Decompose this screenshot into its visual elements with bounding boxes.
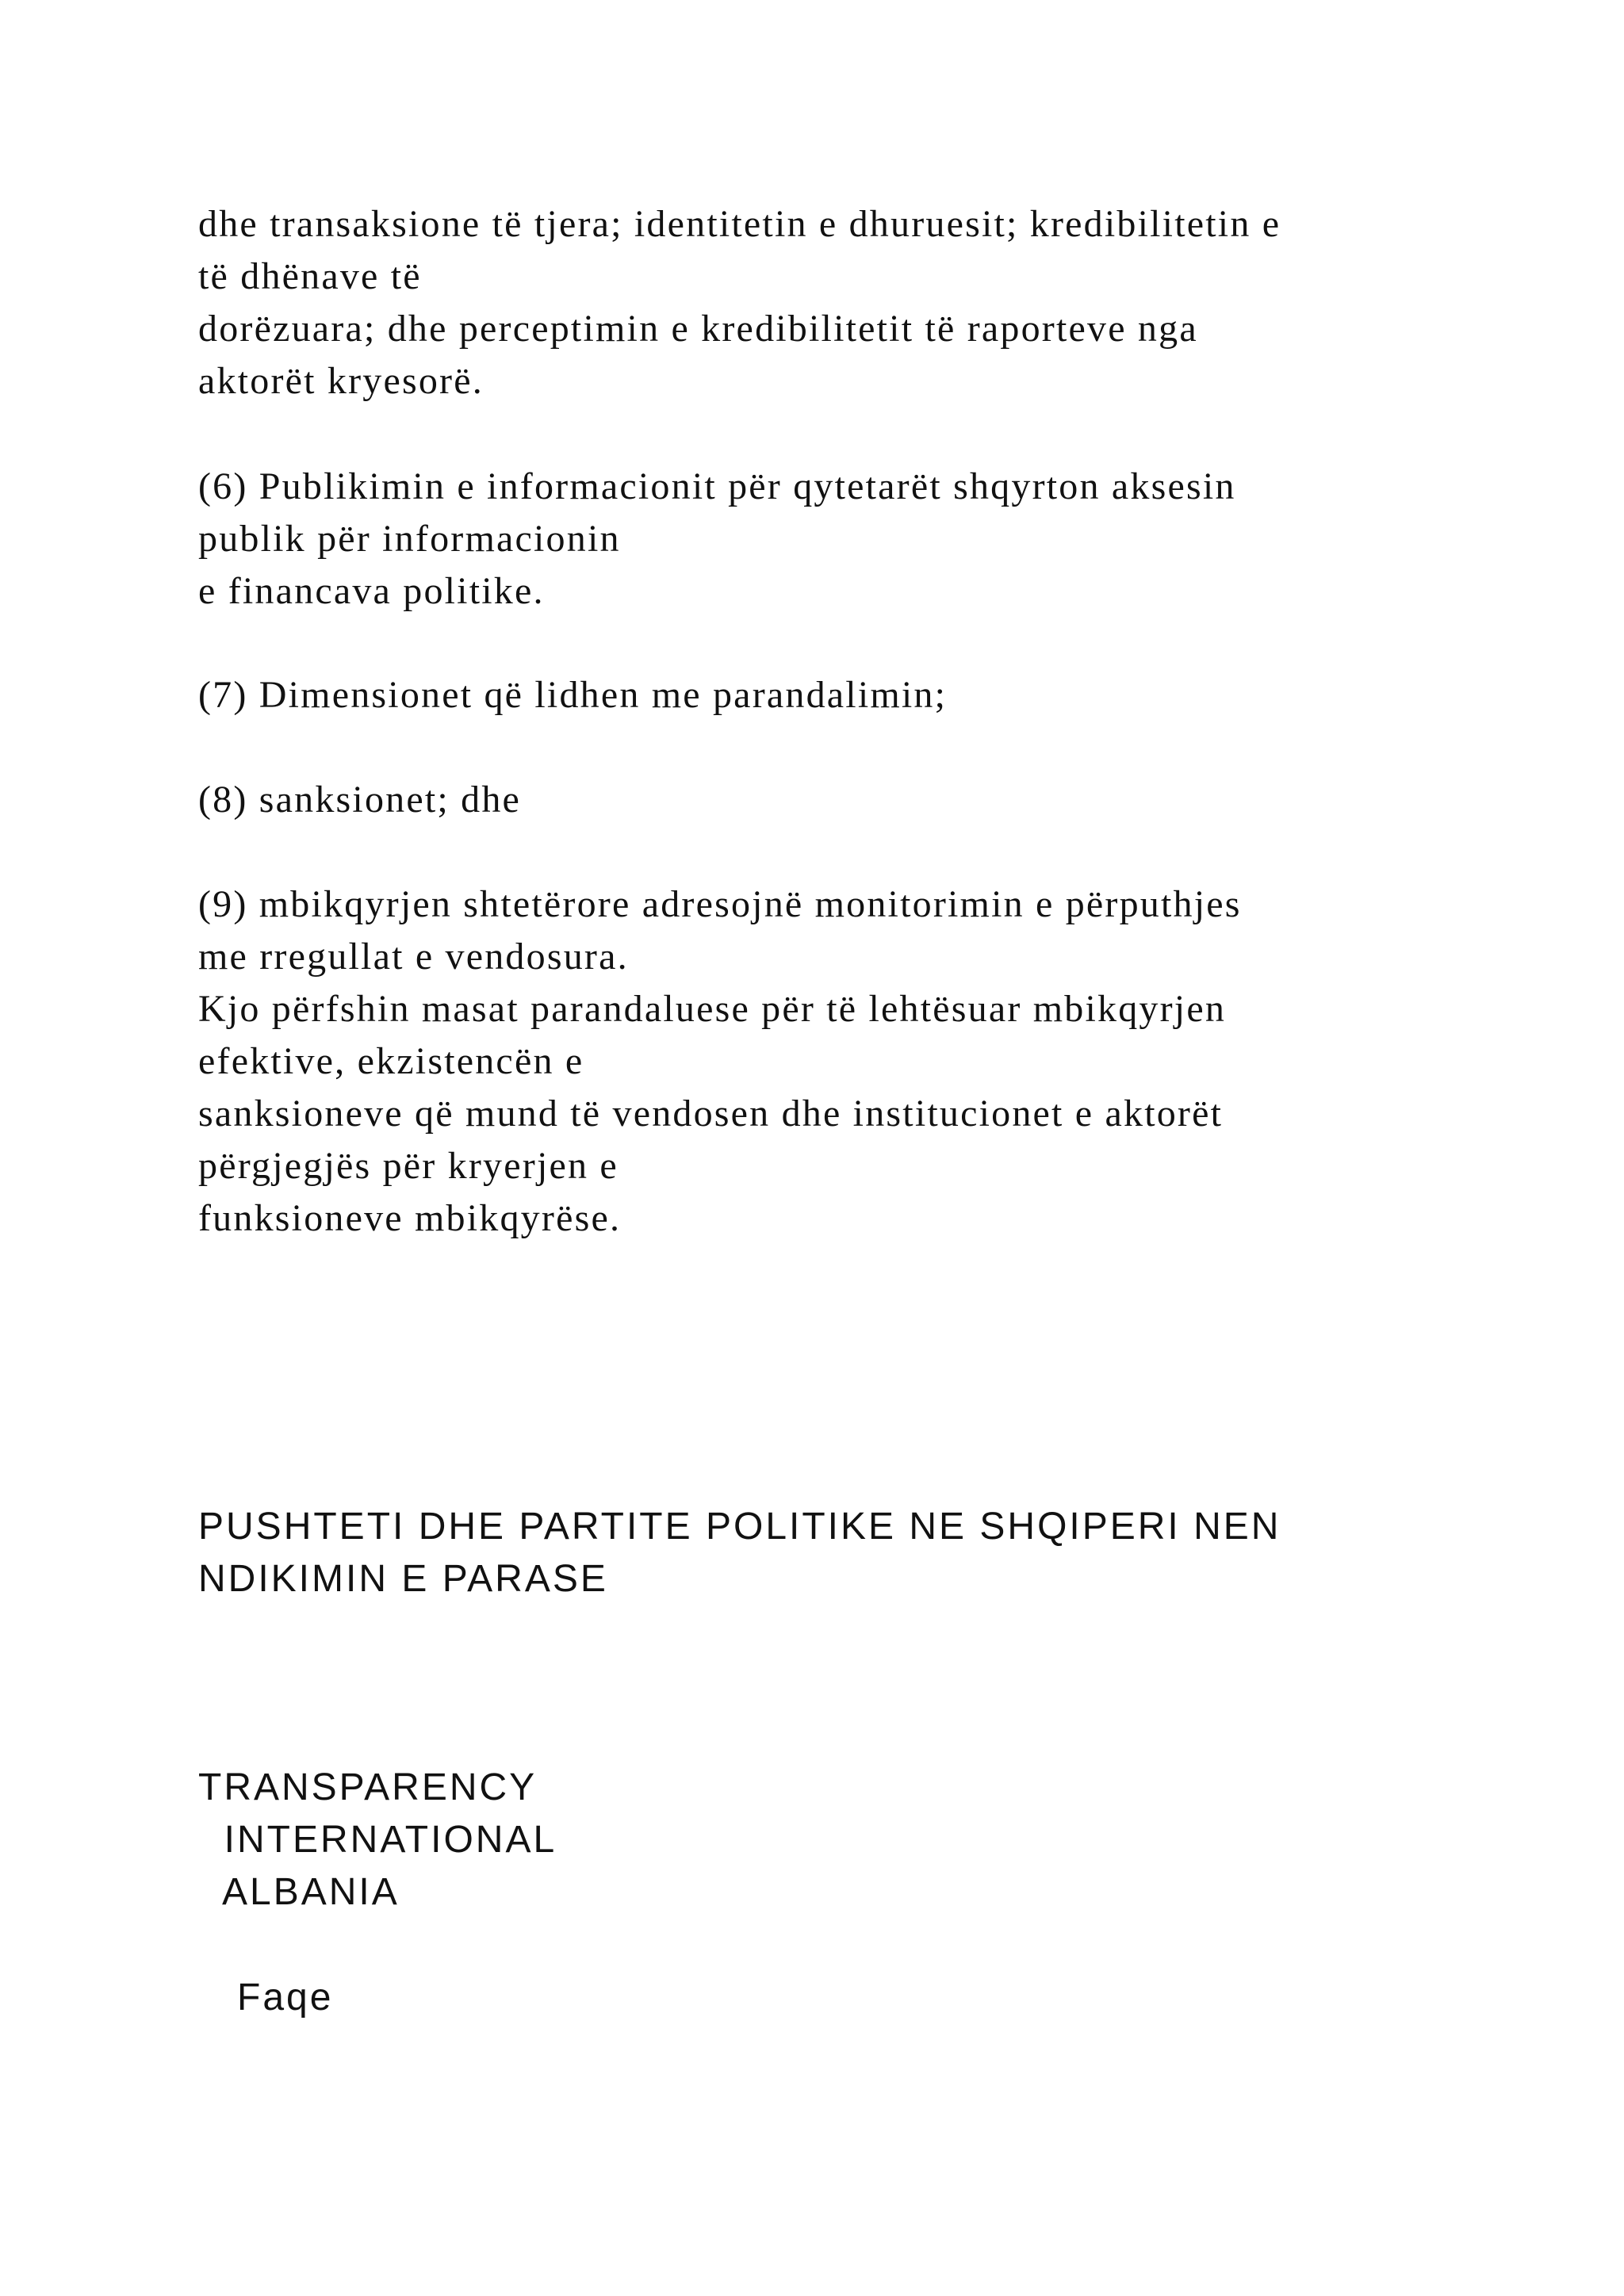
organization-line-2: INTERNATIONAL bbox=[198, 1819, 557, 1861]
running-title-line-1: PUSHTETI DHE PARTITE POLITIKE NE SHQIPERI NEN bbox=[198, 1506, 1281, 1548]
running-title-line-2: NDIKIMIN E PARASE bbox=[198, 1558, 608, 1600]
paragraph-1-line-1: dhe transaksione të tjera; identitetin e dhuruesit; kredibilitetin e bbox=[198, 203, 1281, 245]
paragraph-2-line-2: publik për informacionin bbox=[198, 518, 621, 560]
paragraph-5-line-7: funksioneve mbikqyrëse. bbox=[198, 1197, 622, 1239]
paragraph-5-line-3: Kjo përfshin masat parandaluese për të lehtësuar mbikqyrjen bbox=[198, 988, 1227, 1030]
paragraph-3-line-1: (7) Dimensionet që lidhen me parandalimin; bbox=[198, 674, 948, 716]
paragraph-5-line-1: (9) mbikqyrjen shtetërore adresojnë monitorimin e përputhjes bbox=[198, 883, 1242, 925]
paragraph-5-line-4: efektive, ekzistencën e bbox=[198, 1040, 584, 1082]
paragraph-4-line-1: (8) sanksionet; dhe bbox=[198, 779, 522, 821]
paragraph-2-line-1: (6) Publikimin e informacionit për qytetarët shqyrton aksesin bbox=[198, 465, 1236, 507]
paragraph-5-line-6: përgjegjës për kryerjen e bbox=[198, 1145, 619, 1187]
paragraph-1-line-3: dorëzuara; dhe perceptimin e kredibilitetit të raporteve nga bbox=[198, 308, 1198, 350]
paragraph-2-line-3: e financava politike. bbox=[198, 570, 545, 612]
paragraph-1-line-2: të dhënave të bbox=[198, 255, 422, 297]
organization-line-1: TRANSPARENCY bbox=[198, 1766, 538, 1808]
paragraph-5-line-5: sanksioneve që mund të vendosen dhe institucionet e aktorët bbox=[198, 1093, 1224, 1135]
page-label: Faqe bbox=[198, 1976, 334, 2019]
paragraph-5-line-2: me rregullat e vendosura. bbox=[198, 936, 629, 978]
paragraph-1-line-4: aktorët kryesorë. bbox=[198, 360, 484, 402]
organization-line-3: ALBANIA bbox=[198, 1871, 400, 1913]
